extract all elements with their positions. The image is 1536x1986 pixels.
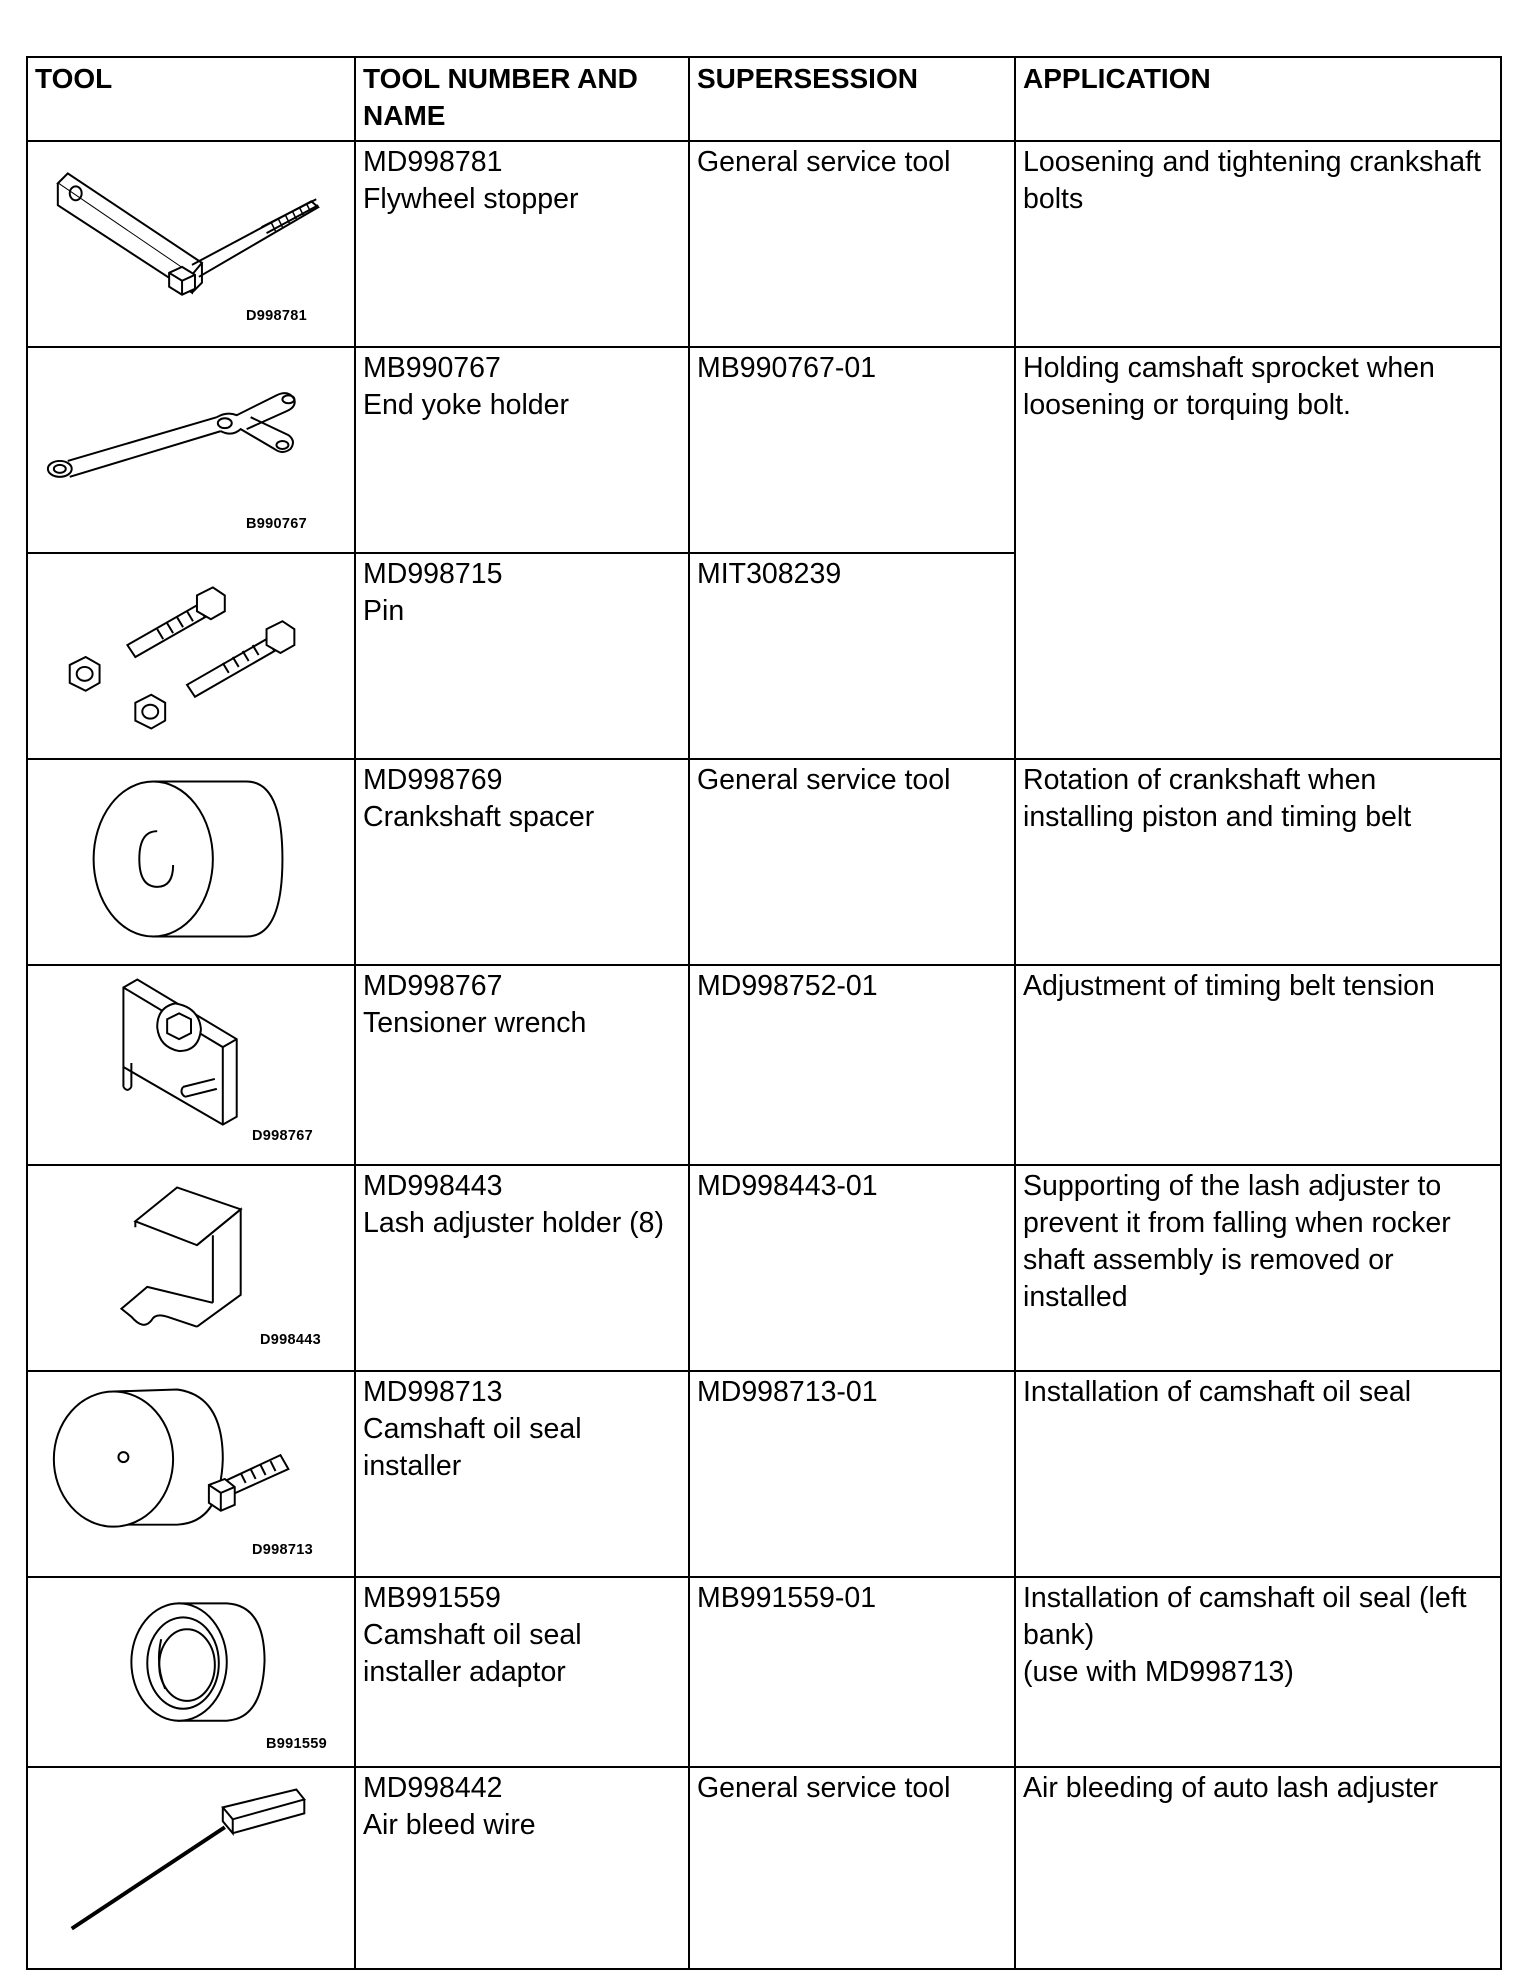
- supersession-cell: General service tool: [689, 759, 1015, 965]
- application-cell: Holding camshaft sprocket when loosening or torquing bolt.: [1015, 347, 1501, 759]
- tool-number: MD998443: [363, 1170, 503, 1202]
- tool-number: MD998767: [363, 970, 503, 1002]
- tool-number-name-cell: [355, 1767, 689, 1969]
- tool-number-name-cell: [355, 553, 689, 759]
- tool-number: MD998715: [363, 558, 503, 590]
- tool-name: Pin: [363, 595, 405, 627]
- application-text: Installation of camshaft oil seal (left bank): [1023, 1582, 1467, 1651]
- tool-number: MB990767: [363, 352, 501, 384]
- tool-image-cell: [27, 347, 355, 553]
- tool-image-cell: [27, 759, 355, 965]
- tool-image-code: D998443: [260, 1332, 321, 1348]
- tool-image-code: D998767: [252, 1128, 313, 1144]
- tool-number: MD998713: [363, 1376, 503, 1408]
- header-supersession: SUPERSESSION: [689, 57, 1015, 141]
- application-cell: Installation of camshaft oil seal: [1015, 1371, 1501, 1577]
- tool-name: Lash adjuster holder (8): [363, 1207, 665, 1239]
- table-row: [27, 965, 1501, 1165]
- application-cell: Air bleeding of auto lash adjuster: [1015, 1767, 1501, 1969]
- supersession-cell: MD998443-01: [689, 1165, 1015, 1371]
- tool-number-name-cell: [355, 965, 689, 1165]
- header-application: APPLICATION: [1015, 57, 1501, 141]
- application-cell: Rotation of crankshaft when installing piston and timing belt: [1015, 759, 1501, 965]
- table-row: [27, 1165, 1501, 1371]
- tool-number-name-cell: [355, 1165, 689, 1371]
- table-row: [27, 759, 1501, 965]
- tool-image-cell: [27, 1371, 355, 1577]
- tool-name: Crankshaft spacer: [363, 801, 595, 833]
- tool-name: Air bleed wire: [363, 1809, 536, 1841]
- tool-image-cell: [27, 965, 355, 1165]
- header-row: [27, 57, 1501, 141]
- tool-image-code: B991559: [266, 1736, 327, 1752]
- tool-image-cell: [27, 1165, 355, 1371]
- tool-number-name-cell: [355, 1371, 689, 1577]
- tool-number-name-cell: [355, 141, 689, 347]
- application-cell: [1015, 1577, 1501, 1767]
- tool-image-cell: [27, 141, 355, 347]
- table-row: [27, 347, 1501, 553]
- tool-number: MB991559: [363, 1582, 501, 1614]
- supersession-cell: MB991559-01: [689, 1577, 1015, 1767]
- tool-number-name-cell: [355, 759, 689, 965]
- tool-name: Flywheel stopper: [363, 183, 579, 215]
- supersession-cell: MB990767-01: [689, 347, 1015, 553]
- supersession-cell: MD998713-01: [689, 1371, 1015, 1577]
- table-row: [27, 1371, 1501, 1577]
- supersession-cell: General service tool: [689, 141, 1015, 347]
- application-cell: Supporting of the lash adjuster to prevent it from falling when rocker shaft assembly is removed or installed: [1015, 1165, 1501, 1371]
- application-cell: Loosening and tightening crankshaft bolts: [1015, 141, 1501, 347]
- supersession-cell: MD998752-01: [689, 965, 1015, 1165]
- header-tool-number-and-name: TOOL NUMBER AND NAME: [355, 57, 689, 141]
- supersession-cell: General service tool: [689, 1767, 1015, 1969]
- special-tools-table: [26, 56, 1502, 1970]
- tool-image-cell: [27, 1577, 355, 1767]
- tool-image-code: B990767: [246, 516, 307, 532]
- tool-number-name-cell: [355, 1577, 689, 1767]
- tool-name: Camshaft oil seal installer adaptor: [363, 1619, 582, 1688]
- table-row: [27, 141, 1501, 347]
- tool-name: End yoke holder: [363, 389, 569, 421]
- pin-icon: [28, 554, 354, 758]
- tool-name: Tensioner wrench: [363, 1007, 587, 1039]
- header-tool: TOOL: [27, 57, 355, 141]
- air-bleed-wire-icon: [28, 1768, 354, 1968]
- tool-number: MD998781: [363, 146, 503, 178]
- tool-image-cell: [27, 1767, 355, 1969]
- crankshaft-spacer-icon: [28, 760, 354, 964]
- application-note: (use with MD998713): [1023, 1656, 1294, 1688]
- supersession-cell: MIT308239: [689, 553, 1015, 759]
- tool-image-code: D998713: [252, 1542, 313, 1558]
- tool-image-cell: [27, 553, 355, 759]
- tool-name: Camshaft oil seal installer: [363, 1413, 582, 1482]
- tool-number-name-cell: [355, 347, 689, 553]
- tool-number: MD998442: [363, 1772, 503, 1804]
- application-cell: Adjustment of timing belt tension: [1015, 965, 1501, 1165]
- table-row: [27, 1767, 1501, 1969]
- table-row: [27, 1577, 1501, 1767]
- tool-number: MD998769: [363, 764, 503, 796]
- tool-image-code: D998781: [246, 308, 307, 324]
